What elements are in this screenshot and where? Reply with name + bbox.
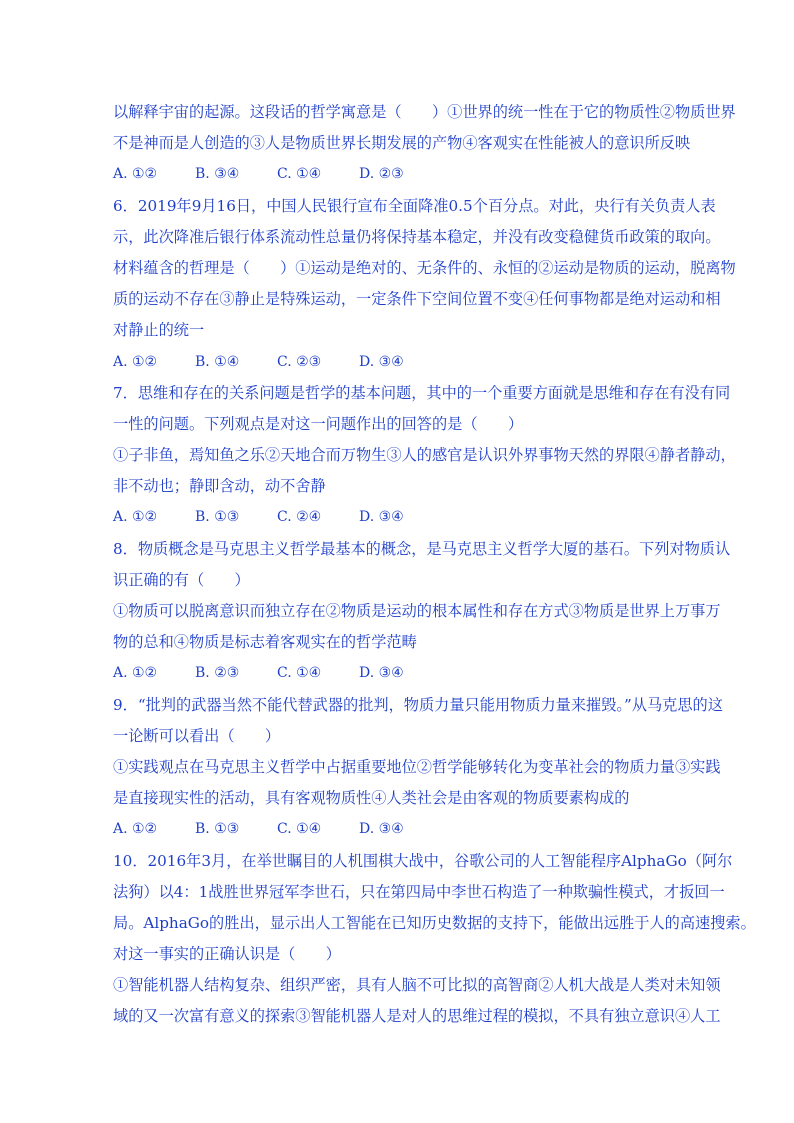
option-d: D. ②③ xyxy=(359,166,404,183)
option-a: A. ①② xyxy=(113,665,158,682)
option-b: B. ②③ xyxy=(195,665,240,682)
option-a: A. ①② xyxy=(113,353,158,370)
option-d: D. ③④ xyxy=(359,353,404,370)
q7-text-line: ①子非鱼，焉知鱼之乐②天地合而万物生③人的感官是认识外界事物天然的界限④静者静动， xyxy=(113,446,736,465)
q9-text-line: 一论断可以看出（ ） xyxy=(113,726,281,745)
q8-text-line: 8．物质概念是马克思主义哲学最基本的概念，是马克思主义哲学大厦的基石。下列对物质认 xyxy=(113,539,731,558)
question-content xyxy=(113,97,756,1033)
option-c: C. ①④ xyxy=(277,665,322,682)
q9-text-line: ①实践观点在马克思主义哲学中占据重要地位②哲学能够转化为变革社会的物质力量③实践 xyxy=(113,757,721,776)
option-c: C. ①④ xyxy=(277,166,322,183)
q7-options xyxy=(113,502,685,533)
q6-options xyxy=(113,347,685,378)
q9-text-line: 9．“批判的武器当然不能代替武器的批判，物质力量只能用物质力量来摧毁。”从马克思的这 xyxy=(113,695,723,714)
q10-text-line: 法狗）以4：1战胜世界冠军李世石，只在第四局中李世石构造了一种欺骗性模式，才扳回一 xyxy=(113,882,725,901)
option-a: A. ①② xyxy=(113,166,158,183)
q8-text-line: 识正确的有（ ） xyxy=(113,570,250,589)
q7-text-line: 一性的问题。下列观点是对这一问题作出的回答的是（ ） xyxy=(113,414,524,433)
q8-text-line: ①物质可以脱离意识而独立存在②物质是运动的根本属性和存在方式③物质是世界上万事万 xyxy=(113,602,721,620)
option-b: B. ①④ xyxy=(195,353,240,370)
option-c: C. ②③ xyxy=(277,353,322,370)
q7-text-line: 非不动也；静即含动，动不舍静 xyxy=(113,477,326,496)
q6-text-line: 材料蕴含的哲理是（ ）①运动是绝对的、无条件的、永恒的②运动是物质的运动，脱离物 xyxy=(113,258,736,277)
q8-text-line: 物的总和④物质是标志着客观实在的哲学范畴 xyxy=(113,633,417,652)
option-d: D. ③④ xyxy=(359,821,404,838)
q10-text-line: 10．2016年3月，在举世瞩目的人机围棋大战中，谷歌公司的人工智能程序AlphaGo（阿尔 xyxy=(113,851,733,870)
q10-text-line: ①智能机器人结构复杂、组织严密，具有人脑不可比拟的高智商②人机大战是人类对未知领 xyxy=(113,976,721,995)
q6-text-line: 示，此次降准后银行体系流动性总量仍将保持基本稳定，并没有改变稳健货币政策的取向。 xyxy=(113,227,721,246)
option-c: C. ②④ xyxy=(277,509,322,526)
q10-text-line: 域的又一次富有意义的探索③智能机器人是对人的思维过程的模拟，不具有独立意识④人工 xyxy=(113,1007,721,1026)
option-c: C. ①④ xyxy=(277,821,322,838)
q5-options xyxy=(113,159,685,190)
q7-text-line: 7．思维和存在的关系问题是哲学的基本问题，其中的一个重要方面就是思维和存在有没有同 xyxy=(113,383,731,402)
q10-text-line: 对这一事实的正确认识是（ ） xyxy=(113,945,341,964)
option-a: A. ①② xyxy=(113,821,158,838)
option-b: B. ①③ xyxy=(195,821,240,838)
q5-text-line: 不是神而是人创造的③人是物质世界长期发展的产物④客观实在性能被人的意识所反映 xyxy=(113,134,691,153)
q5-text-line: 以解释宇宙的起源。这段话的哲学寓意是（ ）①世界的统一性在于它的物质性②物质世界 xyxy=(113,103,736,121)
q6-text-line: 对静止的统一 xyxy=(113,321,205,340)
q9-options xyxy=(113,814,685,845)
q10-text-line: 局。AlphaGo的胜出，显示出人工智能在已知历史数据的支持下，能做出远胜于人的高速搜索。 xyxy=(113,913,756,932)
q8-options xyxy=(113,658,685,689)
option-a: A. ①② xyxy=(113,509,158,526)
option-d: D. ③④ xyxy=(359,665,404,682)
option-b: B. ③④ xyxy=(195,166,240,183)
q9-text-line: 是直接现实性的活动，具有客观物质性④人类社会是由客观的物质要素构成的 xyxy=(113,789,630,808)
option-d: D. ③④ xyxy=(359,509,404,526)
q6-text-line: 质的运动不存在③静止是特殊运动，一定条件下空间位置不变④任何事物都是绝对运动和相 xyxy=(113,290,721,309)
q6-text-line: 6．2019年9月16日，中国人民银行宣布全面降准0.5个百分点。对此，央行有关负责人表 xyxy=(113,196,716,215)
option-b: B. ①③ xyxy=(195,509,240,526)
